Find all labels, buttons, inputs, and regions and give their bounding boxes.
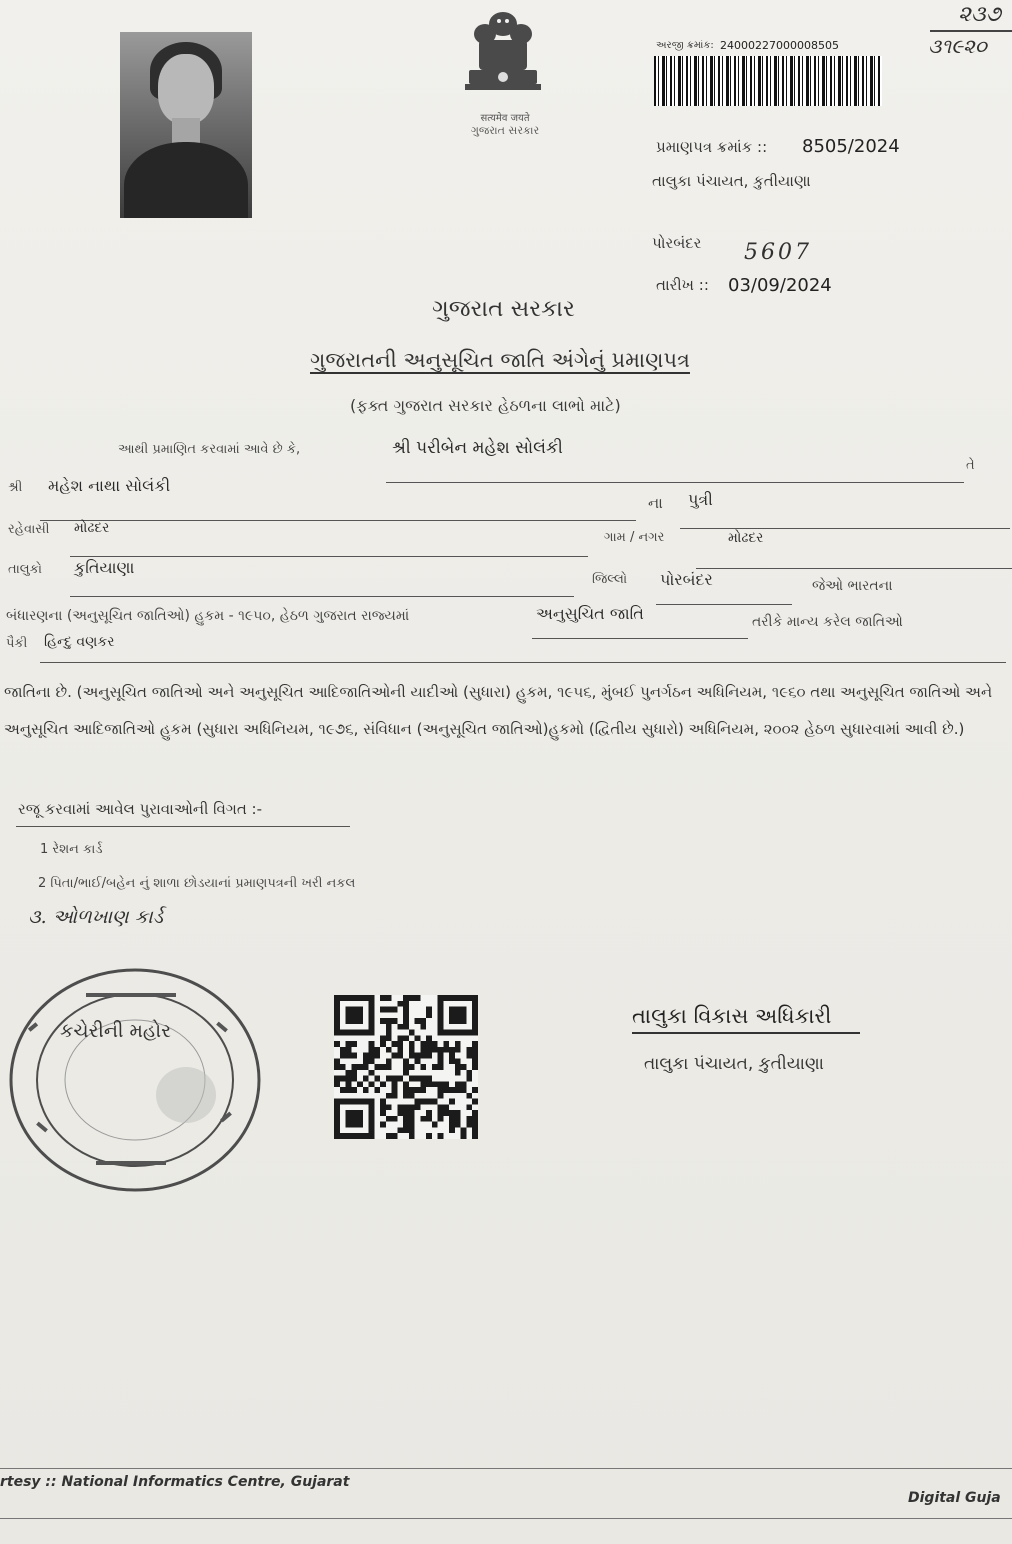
certificate-title: ગુજરાતની અનુસૂચિત જાતિ અંગેનું પ્રમાણપત્ર <box>310 348 690 372</box>
legal-text: જાતિના છે. (અનુસૂચિત જાતિઓ અને અનુસૂચિત આદિજાતિઓની યાદીઓ (સુધારા) હુકમ, ૧૯૫૬, મુંબઈ પુનર્ગઠન અધિનિયમ, ૧૯૬૦ તથા અનુસૂચિત જાતિઓ અને અનુસૂચિત આદિજાતિઓ હુકમ (સુધારા અધિનિયમ, ૧૯૭૬, સંવિધાન (અનુસૂચિત જાતિઓ)હુકમો (દ્વિતીય સુધારો) અધિનિયમ, ૨૦૦૨ હેઠળ સુધારવામાં આવી છે.) <box>4 683 993 738</box>
father-name: મહેશ નાથા સોલંકી <box>48 476 171 495</box>
taluka-label: તાલુકો <box>8 562 43 577</box>
shri-label: શ્રી <box>8 480 23 495</box>
applicant-photo <box>120 32 252 218</box>
application-number-label: અરજી ક્રમાંક: <box>656 40 714 51</box>
footer-courtesy: rtesy :: National Informatics Centre, Gujarat <box>0 1474 350 1490</box>
category-value: અનુસુચિત જાતિ <box>536 604 644 623</box>
of-india-text: જેઓ ભારતના <box>812 578 893 594</box>
corner-number-top: ૨૩૭ <box>958 2 1001 27</box>
village-label: ગામ / નગર <box>604 530 665 545</box>
emblem-motto: सत्यमेव जयते <box>480 113 530 124</box>
office-top: તાલુકા પંચાયત, કુતીયાણા <box>652 172 811 190</box>
applicant-name: શ્રી પરીબેન મહેશ સોલંકી <box>392 438 563 458</box>
footer-digital: Digital Guja <box>908 1490 1001 1506</box>
resident-value: મોઢદર <box>74 520 110 536</box>
date-label: તારીખ :: <box>656 276 709 294</box>
intro-text: આથી પ્રમાણિત કરવામાં આવે છે કે, <box>118 442 301 457</box>
evidence-heading: રજૂ કરવામાં આવેલ પુરાવાઓની વિગત :- <box>18 800 263 818</box>
porbandar-label: પોરબંદર <box>652 234 702 252</box>
evidence-item: 2 પિતા/ભાઈ/બહેન નું શાળા છોડયાનાં પ્રમાણપત્રની ખરી નકલ <box>38 876 356 891</box>
village-value: મોઢદર <box>728 530 764 546</box>
signatory-title: તાલુકા વિકાસ અધિકારી <box>632 1004 832 1028</box>
emblem-caption: ગુજરાત સરકાર <box>470 124 540 137</box>
barcode <box>654 56 882 106</box>
office-seal-stamp <box>6 965 264 1195</box>
constitution-text: બંધારણના (અનુસૂચિત જાતિઓ) હુકમ - ૧૯૫૦, હેઠળ ગુજરાત રાજ્યમાં <box>6 608 410 624</box>
among-label: પૈકી <box>6 636 28 651</box>
evidence-item-handwritten: ૩. ઓળખાણ કાર્ડ <box>28 906 164 928</box>
te-text: તે <box>966 458 975 473</box>
relation: પુત્રી <box>688 490 713 509</box>
application-number: 24000227000008505 <box>720 39 839 52</box>
district-value: પોરબંદર <box>660 570 713 589</box>
qr-code <box>334 994 478 1140</box>
evidence-item: 1 રેશન કાર્ડ <box>40 842 103 857</box>
corner-number-bottom: ૩૧૯૨૦ <box>928 34 987 58</box>
district-label: જિલ્લો <box>592 572 628 587</box>
certificate-number: 8505/2024 <box>802 136 900 157</box>
recognized-text: તરીકે માન્ય કરેલ જાતિઓ <box>752 614 903 630</box>
taluka-value: કુતિયાણા <box>74 558 135 577</box>
porbandar-number: 5607 <box>744 240 812 265</box>
na-text: ના <box>648 494 663 512</box>
purpose-subtitle: (ફક્ત ગુજરાત સરકાર હેઠળના લાભો માટે) <box>350 396 621 415</box>
govt-title: ગુજરાત સરકાર <box>432 296 575 322</box>
seal-center-text: કચેરીની મહોર <box>60 1020 171 1042</box>
national-emblem-icon <box>455 6 551 106</box>
signatory-office: તાલુકા પંચાયત, કુતીયાણા <box>644 1054 824 1074</box>
issue-date: 03/09/2024 <box>728 275 832 296</box>
certificate-number-label: પ્રમાણપત્ર ક્રમાંક :: <box>656 138 768 156</box>
resident-label: રહેવાસી <box>8 522 50 537</box>
caste-value: હિન્દુ વણકર <box>44 634 115 650</box>
